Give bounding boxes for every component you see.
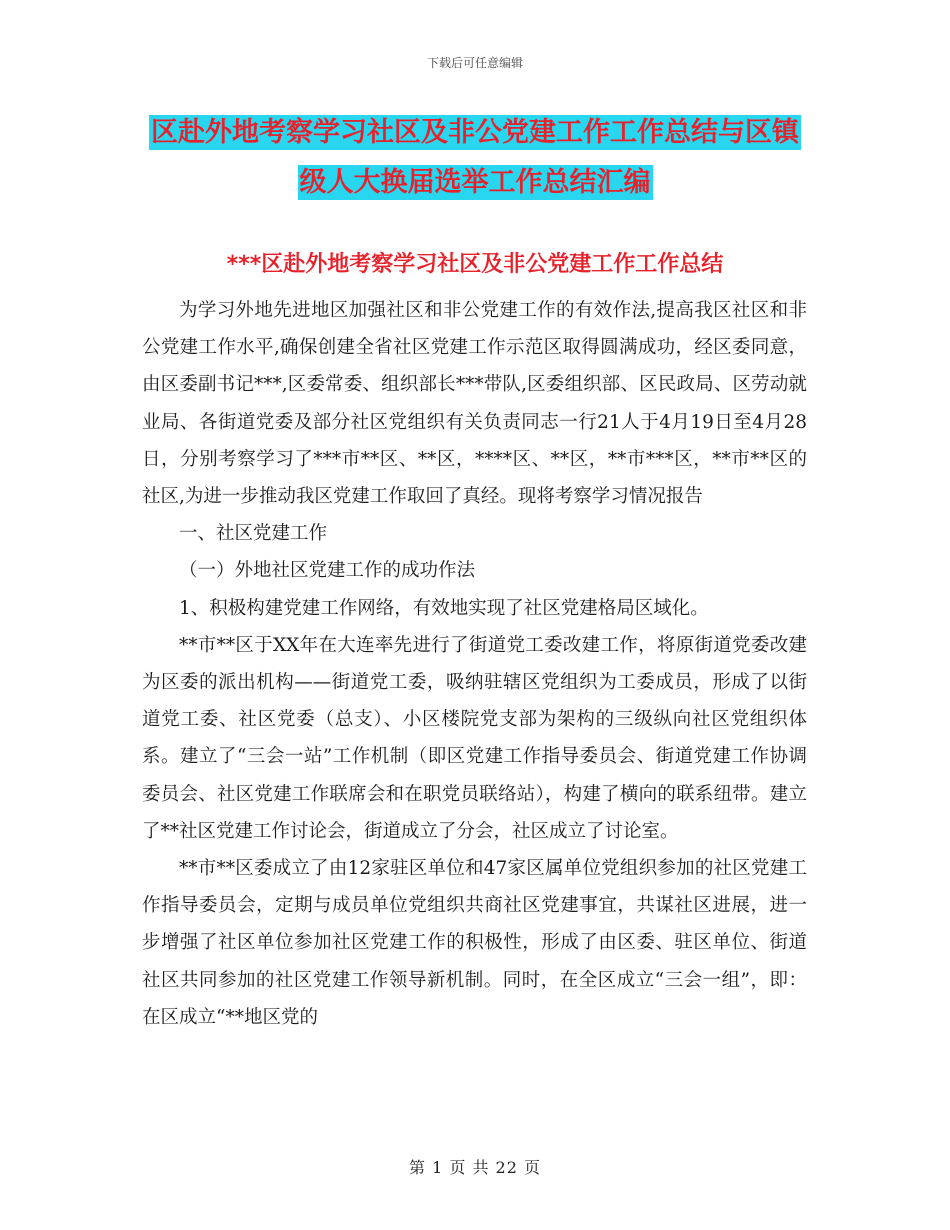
heading-level-1: 一、社区党建工作 — [179, 523, 328, 545]
paragraph-intro: 为学习外地先进地区加强社区和非公党建工作的有效作法,提高我区社区和非公党建工作水平,确保创建全省社区党建工作示范区取得圆满成功，经区委同意，由区委副书记***,区委常委、组织部长***带队,区委组织部、区民政局、区劳动就业局、各街道党委及部分社区党组织有关负责同志一行21人于4月19日至4月28日，分别考察学习了***市**区、**区，****区、**区，**市***区，**市**区的社区,为进一步推动我区党建工作取回了真经。现将考察学习情况报告 — [142, 300, 807, 508]
document-title-text: 区赴外地考察学习社区及非公党建工作工作总结与区镇级人大换届选举工作总结汇编 — [151, 117, 799, 198]
heading-level-2: （一）外地社区党建工作的成功作法 — [179, 560, 476, 582]
header-note: 下载后可任意编辑 — [426, 56, 523, 70]
document-title — [140, 108, 810, 208]
page-number: 第 1 页 共 22 页 — [409, 1158, 541, 1177]
paragraph-body: **市**区委成立了由12家驻区单位和47家区属单位党组织参加的社区党建工作指导委员会，定期与成员单位党组织共商社区党建事宜，共谋社区进展，进一步增强了社区单位参加社区党建工作的积极性，形成了由区委、驻区单位、街道社区共同参加的社区党建工作领导新机制。同时，在全区成立“三会一组”，即：在区成立“**地区党的 — [142, 858, 807, 1028]
document-body — [142, 292, 807, 1036]
section-title: ***区赴外地考察学习社区及非公党建工作工作总结 — [226, 252, 724, 277]
heading-level-3: 1、积极构建党建工作网络，有效地实现了社区党建格局区域化。 — [179, 597, 709, 619]
paragraph-body: **市**区于XX年在大连率先进行了街道党工委改建工作，将原街道党委改建为区委的派出机构——街道党工委，吸纳驻辖区党组织为工委成员，形成了以街道党工委、社区党委（总支）、小区楼院党支部为架构的三级纵向社区党组织体系。建立了“三会一站”工作机制（即区党建工作指导委员会、街道党建工作协调委员会、社区党建工作联席会和在职党员联络站），构建了横向的联系纽带。建立了**社区党建工作讨论会，街道成立了分会，社区成立了讨论室。 — [142, 634, 807, 842]
